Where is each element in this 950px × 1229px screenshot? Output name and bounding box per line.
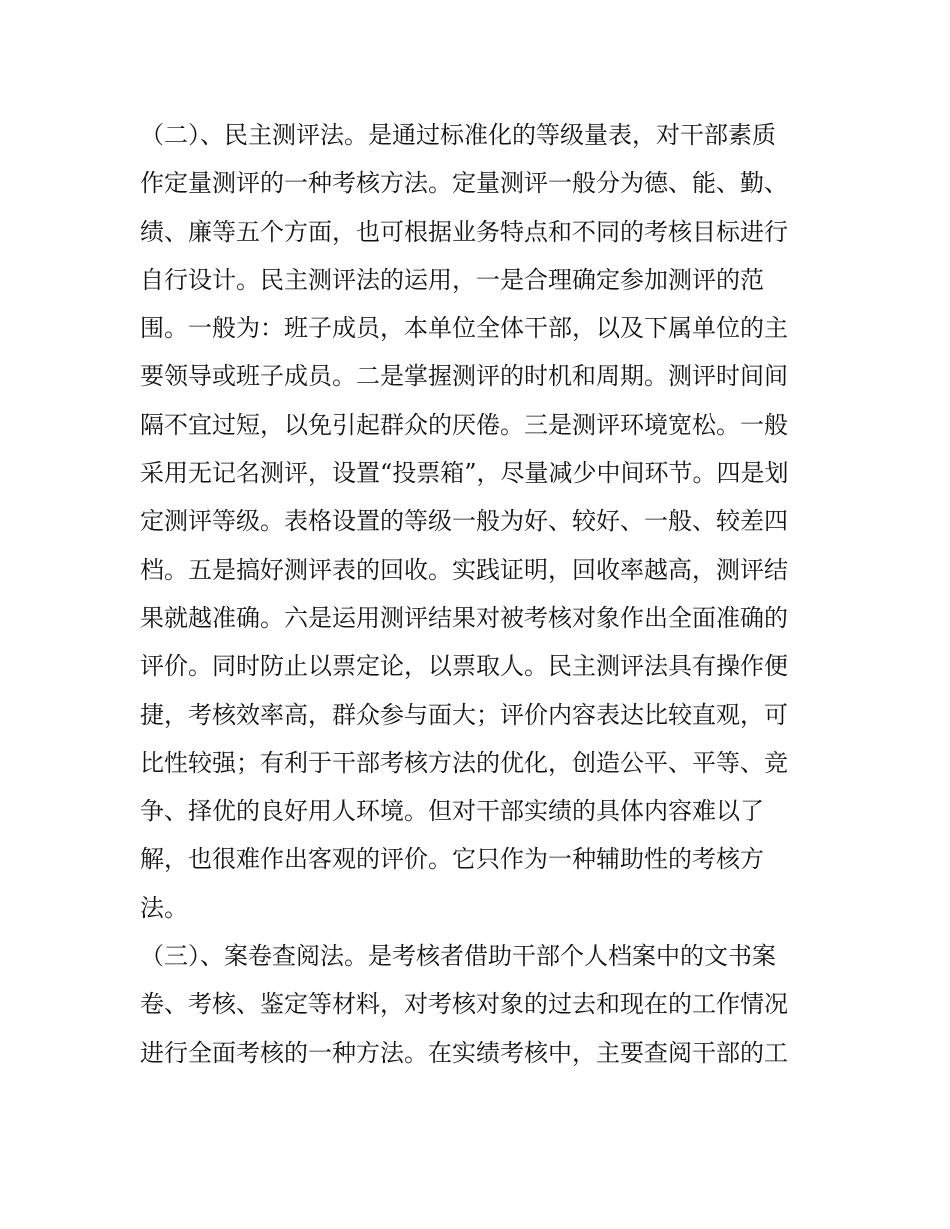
text-line: （二）、民主测评法。是通过标准化的等级量表，对干部素质: [140, 121, 776, 149]
text-line: 隔不宜过短，以免引起群众的厌倦。三是测评环境宽松。一般: [140, 410, 788, 439]
text-line: 自行设计。民主测评法的运用，一是合理确定参加测评的范: [140, 265, 764, 294]
text-line: 围。一般为：班子成员，本单位全体干部，以及下属单位的主: [140, 314, 788, 343]
text-line: 果就越准确。六是运用测评结果对被考核对象作出全面准确的: [140, 603, 788, 632]
body-text: [140, 111, 820, 1077]
text-line: 定测评等级。表格设置的等级一般为好、较好、一般、较差四: [140, 507, 788, 536]
text-line: 要领导或班子成员。二是掌握测评的时机和周期。测评时间间: [140, 362, 788, 391]
text-line: （三）、案卷查阅法。是考核者借助干部个人档案中的文书案: [140, 942, 776, 971]
text-line: 捷，考核效率高，群众参与面大；评价内容表达比较直观，可: [140, 700, 788, 729]
text-line: 争、择优的良好用人环境。但对干部实绩的具体内容难以了: [140, 797, 764, 826]
text-line: 比性较强；有利于干部考核方法的优化，创造公平、平等、竞: [140, 748, 788, 777]
text-line: 档。五是搞好测评表的回收。实践证明，回收率越高，测评结: [140, 555, 788, 584]
text-line: 解，也很难作出客观的评价。它只作为一种辅助性的考核方: [140, 845, 764, 874]
text-line: 作定量测评的一种考核方法。定量测评一般分为德、能、勤、: [140, 169, 788, 198]
text-line: 进行全面考核的一种方法。在实绩考核中，主要查阅干部的工: [140, 1038, 788, 1067]
text-line: 采用无记名测评，设置“投票箱”，尽量减少中间环节。四是划: [140, 459, 789, 488]
text-line: 评价。同时防止以票定论，以票取人。民主测评法具有操作便: [140, 652, 788, 681]
text-line: 卷、考核、鉴定等材料，对考核对象的过去和现在的工作情况: [140, 990, 788, 1019]
text-line: 法。: [140, 893, 188, 922]
text-line: 绩、廉等五个方面，也可根据业务特点和不同的考核目标进行: [140, 217, 788, 246]
